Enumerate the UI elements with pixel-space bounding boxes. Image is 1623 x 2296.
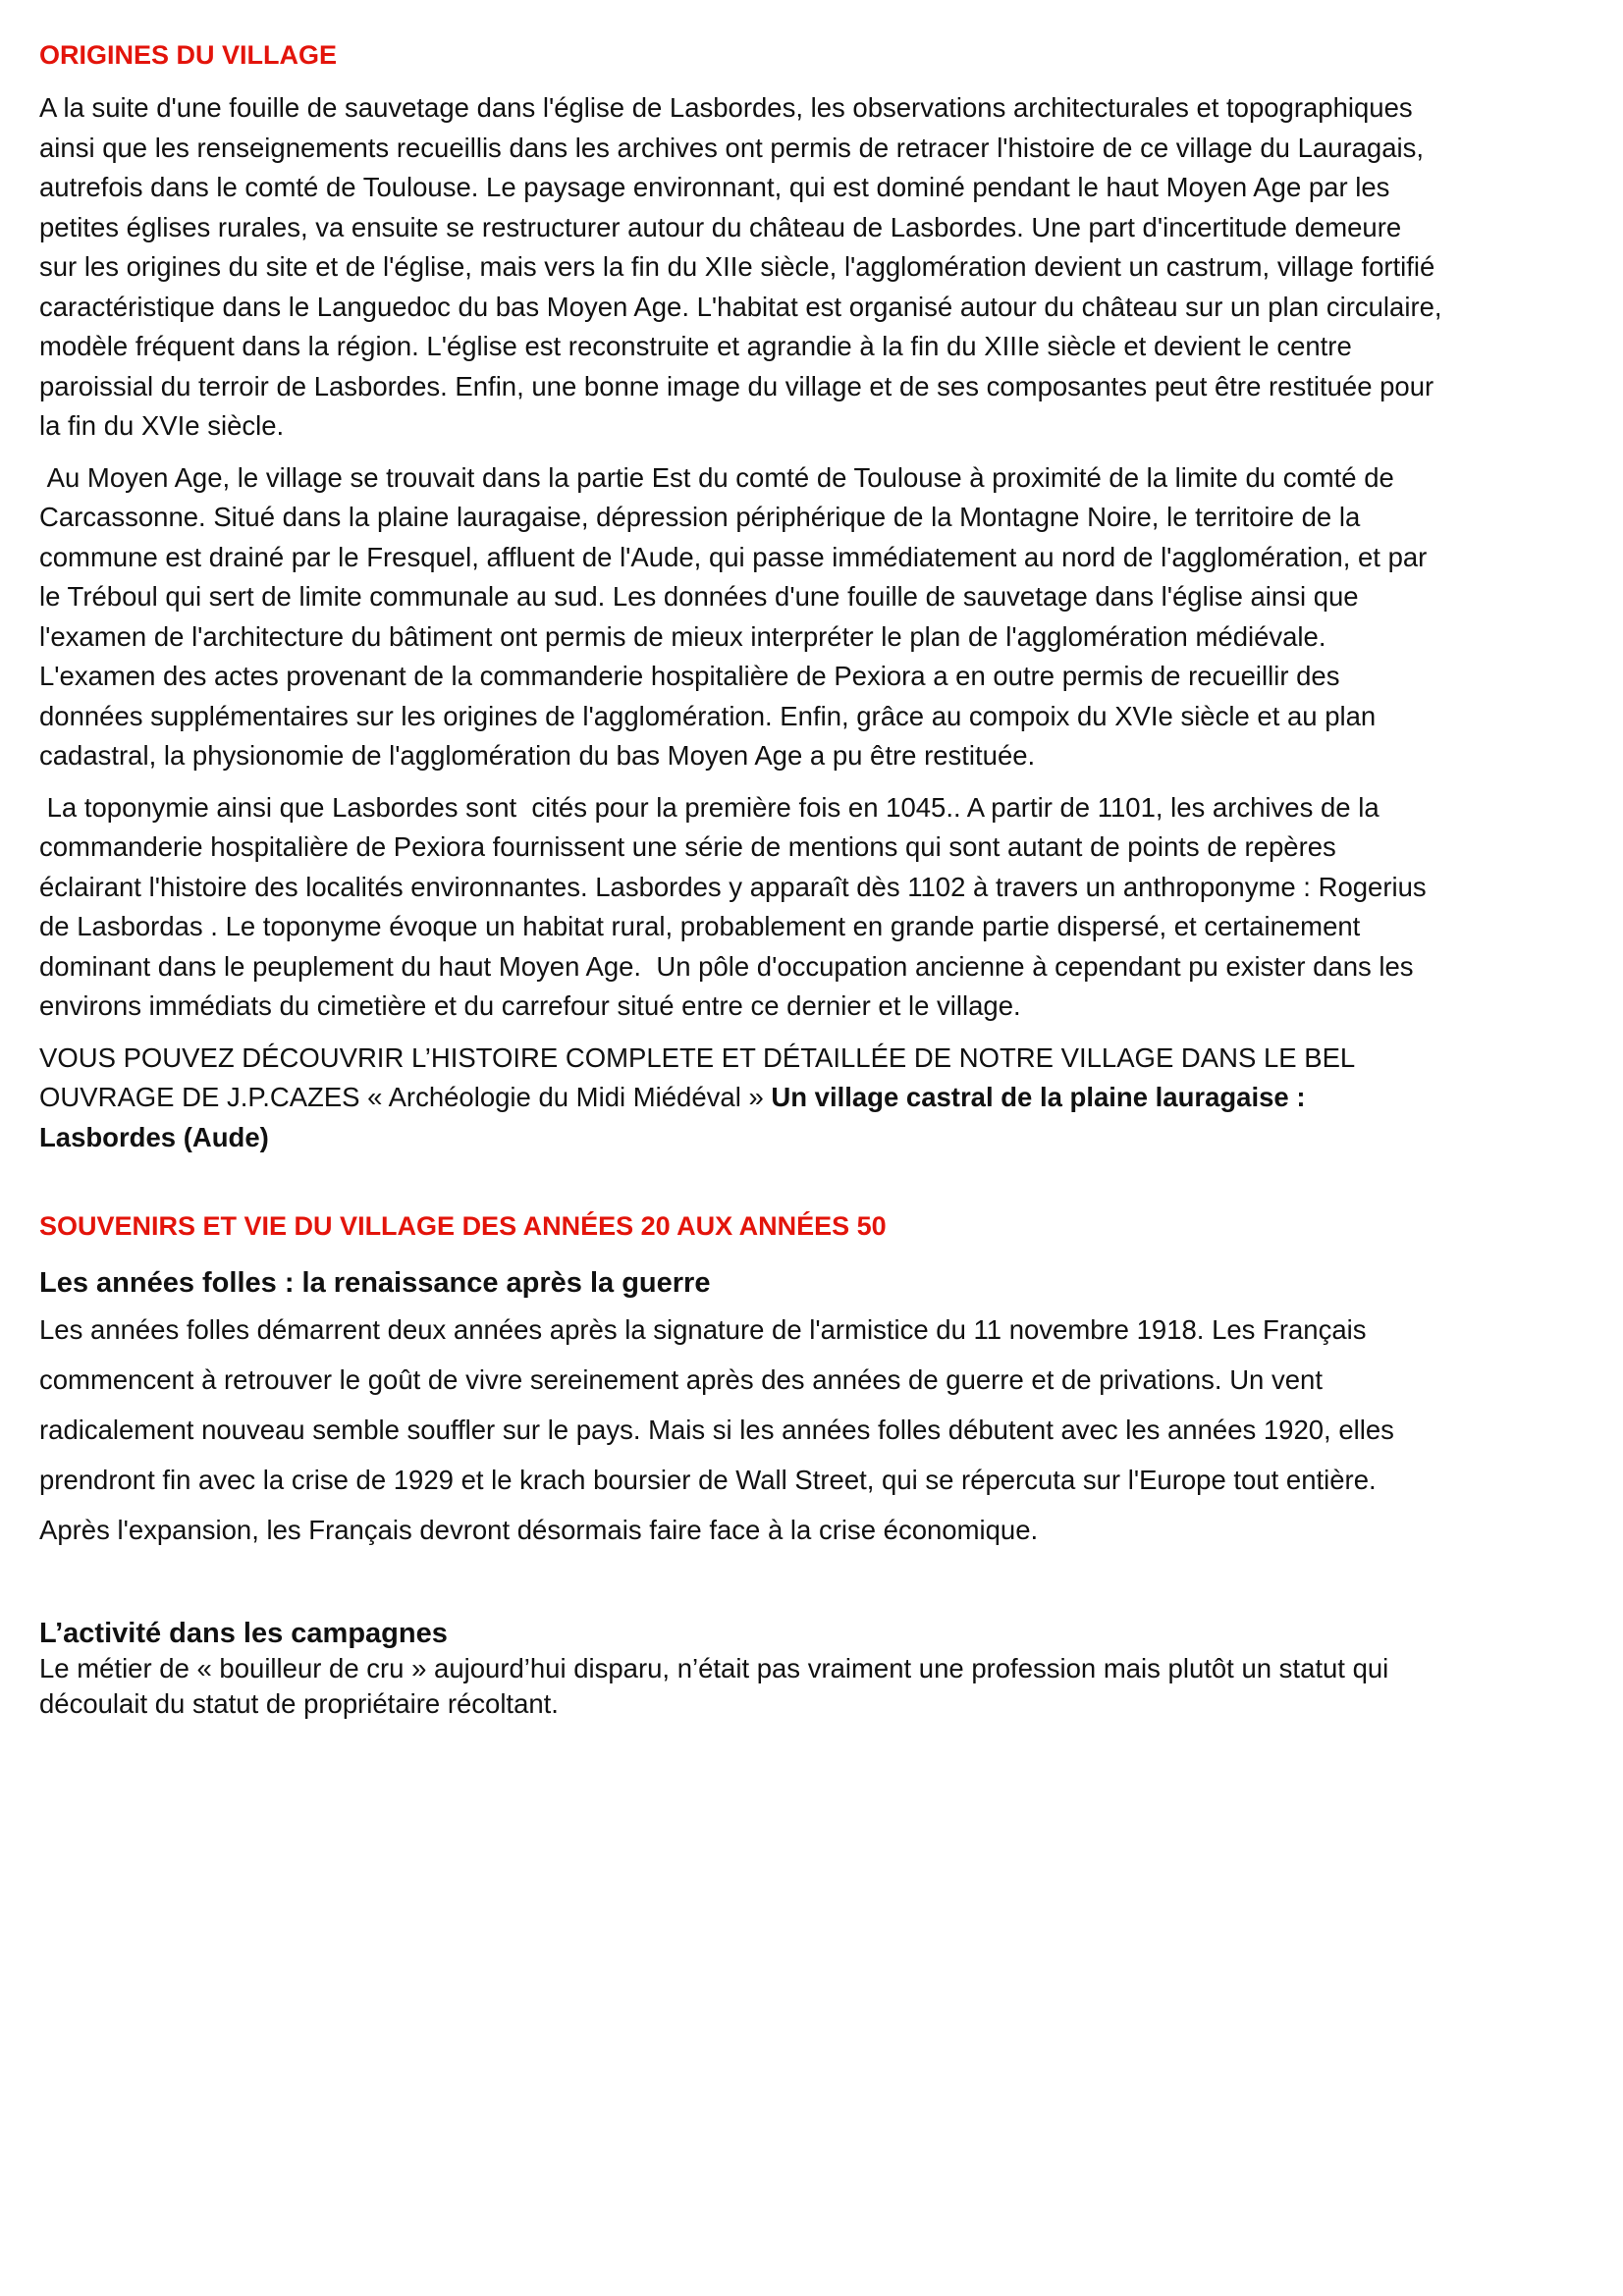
paragraph-origines-1: A la suite d'une fouille de sauvetage dans l'église de Lasbordes, les observations architecturales et topographiques ainsi que les renseignements recueillis dans les archives ont permis de retracer l'histoire de ce village du Lauragais, autrefois dans le comté de Toulouse. Le paysage environnant, qui est dominé pendant le haut Moyen Age par les petites églises rurales, va ensuite se restructurer autour du château de Lasbordes. Une part d'incertitude demeure sur les origines du site et de l'église, mais vers la fin du XIIe siècle, l'agglomération devient un castrum, village fortifié caractéristique dans le Languedoc du bas Moyen Age. L'habitat est organisé autour du château sur un plan circulaire, modèle fréquent dans la région. L'église est reconstruite et agrandie à la fin du XIIIe siècle et devient le centre paroissial du terroir de Lasbordes. Enfin, une bonne image du village et de ses composantes peut être restituée pour la fin du XVIe siècle.	[39, 92, 1450, 441]
document-page	[39, 35, 1450, 1722]
paragraph-origines-2: Au Moyen Age, le village se trouvait dans la partie Est du comté de Toulouse à proximité de la limite du comté de Carcassonne. Situé dans la plaine lauragaise, dépression périphérique de la Montagne Noire, le territoire de la commune est drainé par le Fresquel, affluent de l'Aude, qui passe immédiatement au nord de l'agglomération, et par le Tréboul qui sert de limite communale au sud. Les données d'une fouille de sauvetage dans l'église ainsi que l'examen de l'architecture du bâtiment ont permis de mieux interpréter le plan de l'agglomération médiévale. L'examen des actes provenant de la commanderie hospitalière de Pexiora a en outre permis de recueillir des données supplémentaires sur les origines de l'agglomération. Enfin, grâce au compoix du XVIe siècle et au plan cadastral, la physionomie de l'agglomération du bas Moyen Age a pu être restituée.	[39, 461, 1434, 771]
subheading-annees-folles: Les années folles : la renaissance après la guerre	[39, 1267, 711, 1299]
book-note-lead: VOUS POUVEZ DÉCOUVRIR L’HISTOIRE COMPLETE ET DÉTAILLÉE DE NOTRE VILLAGE DANS LE BEL OUVRAGE DE J.P.CAZES « Archéologie du Midi Miédéval »	[39, 1041, 1362, 1112]
paragraph-annees-folles: Les années folles démarrent deux années après la signature de l'armistice du 11 novembre 1918. Les Français commencent à retrouver le goût de vivre sereinement après des années de guerre et de privations. Un vent radicalement nouveau semble souffler sur le pays. Mais si les années folles débutent avec les années 1920, elles prendront fin avec la crise de 1929 et le krach boursier de Wall Street, qui se répercuta sur l'Europe tout entière. Après l'expansion, les Français devront désormais faire face à la crise économique.	[39, 1314, 1394, 1545]
paragraph-activite-campagnes: Le métier de « bouilleur de cru » aujourd’hui disparu, n’était pas vraiment une profession mais plutôt un statut qui découlait du statut de propriétaire récoltant.	[39, 1653, 1389, 1719]
subheading-activite-campagnes: L’activité dans les campagnes	[39, 1618, 448, 1649]
section-title-souvenirs: SOUVENIRS ET VIE DU VILLAGE DES ANNÉES 20 AUX ANNÉES 50	[39, 1211, 887, 1241]
section-title-origines: ORIGINES DU VILLAGE	[39, 40, 338, 70]
book-note-title: Un village castral de la plaine lauragaise : Lasbordes (Aude)	[39, 1082, 1314, 1152]
paragraph-origines-3: La toponymie ainsi que Lasbordes sont cités pour la première fois en 1045.. A partir de 1101, les archives de la commanderie hospitalière de Pexiora fournissent une série de mentions qui sont autant de points de repères éclairant l'histoire des localités environnantes. Lasbordes y apparaît dès 1102 à travers un anthroponyme : Rogerius de Lasbordas . Le toponyme évoque un habitat rural, probablement en grande partie dispersé, et certainement dominant dans le peuplement du haut Moyen Age. Un pôle d'occupation ancienne à cependant pu exister dans les environs immédiats du cimetière et du carrefour situé entre ce dernier et le village.	[39, 791, 1434, 1021]
book-note	[39, 1039, 1443, 1158]
